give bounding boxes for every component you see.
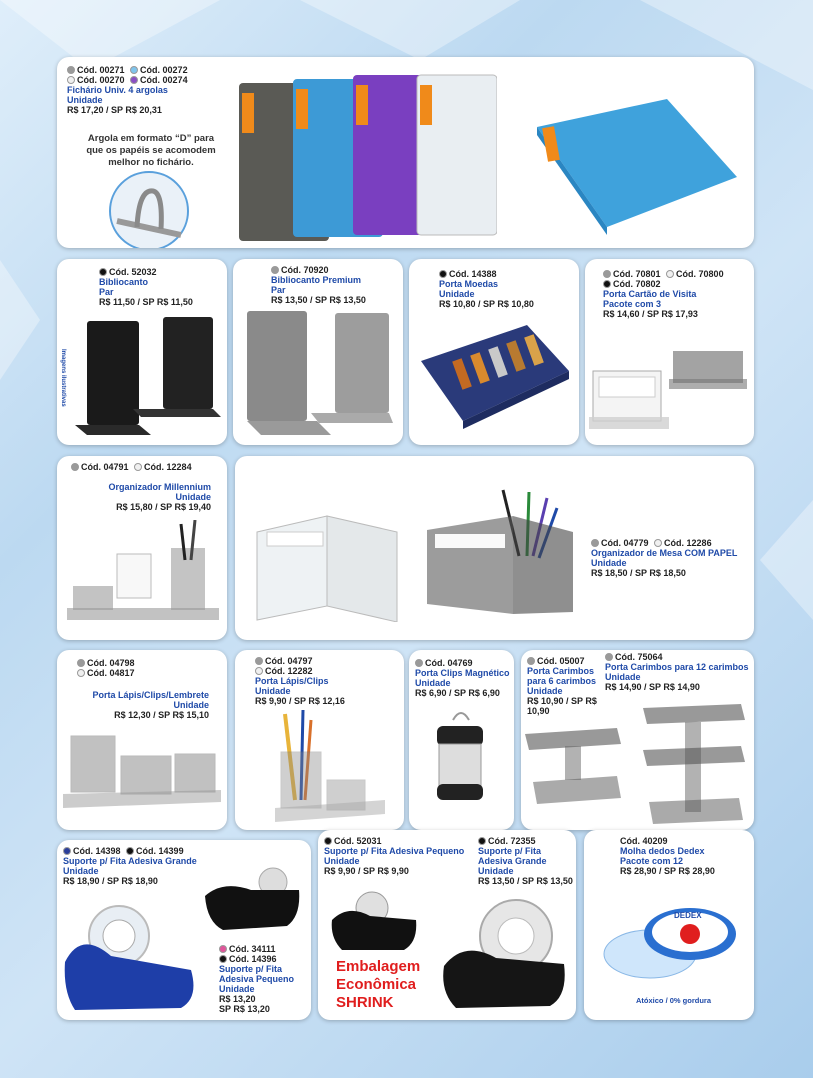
- product-name: Porta Clips Magnético: [415, 668, 510, 678]
- product-name: Porta Lápis/Clips/Lembrete: [92, 690, 209, 700]
- bookend-gray-image: [243, 311, 393, 437]
- product-code: Cód. 34111: [229, 944, 276, 954]
- product-unit: Par: [99, 287, 114, 297]
- millennium-info: [71, 462, 211, 512]
- carimbos-card: [521, 650, 754, 830]
- product-code: Cód. 75064: [615, 652, 663, 662]
- pink-dot-icon: [219, 945, 227, 953]
- product-unit: Unidade: [591, 558, 627, 568]
- product-name: Bibliocanto: [99, 277, 148, 287]
- mesa-card: [235, 456, 754, 640]
- desk-organizer-smoke-image: [423, 486, 583, 616]
- product-code: Cód. 04817: [87, 668, 135, 678]
- code-row: [63, 846, 233, 856]
- product-code: Cód. 72355: [488, 836, 536, 846]
- code-row: [99, 267, 224, 277]
- product-name: Organizador de Mesa COM PAPEL: [591, 548, 738, 558]
- black-dot-icon: [126, 847, 134, 855]
- code-row: [255, 666, 400, 676]
- product-code: Cód. 12286: [664, 538, 712, 548]
- product-price: R$ 11,50 / SP R$ 11,50: [99, 297, 193, 307]
- product-price: R$ 6,90 / SP R$ 6,90: [415, 688, 500, 698]
- product-unit: Unidade: [255, 686, 291, 696]
- code-row: [527, 656, 607, 666]
- product-code: Cód. 70920: [281, 265, 329, 275]
- lembrete-card: [57, 650, 227, 830]
- product-name: Suporte p/ Fita Adesiva Grande: [478, 846, 547, 866]
- tape-dispenser-black-image: [203, 866, 303, 936]
- porta-moedas-info: [439, 269, 574, 309]
- product-price: R$ 14,90 / SP R$ 14,90: [605, 682, 700, 692]
- product-code: Cód. 70802: [613, 279, 661, 289]
- binder-open-image: [527, 97, 747, 237]
- product-price: R$ 13,50 / SP R$ 13,50: [478, 876, 573, 886]
- product-code: Cód. 70800: [676, 269, 724, 279]
- product-code: Cód. 00271: [77, 65, 125, 75]
- code-row: [255, 656, 400, 666]
- navy-dot-icon: [63, 847, 71, 855]
- code-row: [219, 954, 309, 964]
- shrink-promo: Embalagem Econômica SHRINK: [336, 958, 421, 1011]
- gray-dot-icon: [255, 657, 263, 665]
- product-code: Cód. 04769: [425, 658, 473, 668]
- porta-moedas-card: [409, 259, 579, 445]
- tape-dispenser-small-image: [330, 884, 420, 954]
- product-name: Suporte p/ Fita Adesiva Pequeno: [324, 846, 465, 856]
- product-code: Cód. 04791: [81, 462, 129, 472]
- product-unit: Unidade: [527, 686, 563, 696]
- product-unit: Pacote com 12: [620, 856, 684, 866]
- tape-dispenser-blue-image: [61, 900, 201, 1012]
- stamp-holder-image: [525, 702, 751, 826]
- fita-pequeno-info: [219, 944, 309, 1014]
- gray-dot-icon: [67, 66, 75, 74]
- product-code: Cód. 14388: [449, 269, 497, 279]
- desk-organizer-clear-image: [253, 512, 403, 622]
- white-dot-icon: [77, 669, 85, 677]
- product-code: Cód. 04797: [265, 656, 313, 666]
- product-code: Cód. 05007: [537, 656, 585, 666]
- product-code: Cód. 00272: [140, 65, 188, 75]
- white-dot-icon: [255, 667, 263, 675]
- fita-grande2-info: [478, 836, 574, 886]
- black-dot-icon: [603, 280, 611, 288]
- product-code: Cód. 00274: [140, 75, 188, 85]
- fichario-note: Argola em formato “D” para que os papéis se acomodem melhor no fichário.: [86, 133, 216, 168]
- product-code: Cód. 14398: [73, 846, 121, 856]
- product-price: R$ 9,90 / SP R$ 12,16: [255, 696, 345, 706]
- porta-cartao-info: [603, 269, 753, 319]
- dedex-info: [620, 836, 754, 876]
- dedex-note: Atóxico / 0% gordura: [636, 996, 712, 1005]
- product-name: Porta Carimbos para 12 carimbos: [605, 662, 749, 672]
- product-code: Cód. 14399: [136, 846, 184, 856]
- product-unit: Unidade: [175, 492, 211, 502]
- product-name: Molha dedos Dedex: [620, 846, 705, 856]
- bibliocanto-premium-info: [271, 265, 401, 305]
- code-row: [271, 265, 401, 275]
- product-price: R$ 9,90 / SP R$ 9,90: [324, 866, 409, 876]
- gray-dot-icon: [603, 270, 611, 278]
- product-code: Cód. 00270: [77, 75, 125, 85]
- product-price: R$ 18,50 / SP R$ 18,50: [591, 568, 686, 578]
- fichario-code-row: [67, 75, 227, 85]
- gray-dot-icon: [527, 657, 535, 665]
- lembrete-info: [61, 690, 209, 720]
- product-price: R$ 17,20 / SP R$ 20,31: [67, 105, 162, 115]
- product-code: Cód. 04798: [87, 658, 135, 668]
- product-name: Porta Carimbos para 6 carimbos: [527, 666, 597, 686]
- product-price: R$ 18,90 / SP R$ 18,90: [63, 876, 158, 886]
- product-unit: Unidade: [219, 984, 255, 994]
- product-name: Porta Moedas: [439, 279, 499, 289]
- code-row: [415, 658, 513, 668]
- bookend-black-image: [71, 317, 221, 437]
- product-code: Cód. 12284: [144, 462, 192, 472]
- card-holder-image: [589, 327, 749, 437]
- mesa-info: [591, 538, 751, 578]
- code-row: [77, 668, 217, 678]
- product-unit: Pacote com 3: [603, 299, 662, 309]
- product-name: Fichário Univ. 4 argolas: [67, 85, 168, 95]
- dedex-brand-label: DEDEX: [674, 911, 702, 920]
- fichario-card: [57, 57, 754, 248]
- product-unit: Unidade: [605, 672, 641, 682]
- pencil-clip-holder-image: [63, 730, 223, 820]
- product-price: R$ 10,80 / SP R$ 10,80: [439, 299, 534, 309]
- fita-grande-card: [57, 840, 311, 1020]
- fita-shrink-card: [318, 830, 576, 1020]
- porta-cartao-card: [585, 259, 754, 445]
- product-name: Porta Lápis/Clips: [255, 676, 329, 686]
- product-code: Cód. 52032: [109, 267, 157, 277]
- product-unit: Unidade: [324, 856, 360, 866]
- product-price: R$ 13,20: [219, 994, 256, 1004]
- product-name: Suporte p/ Fita Adesiva Pequeno: [219, 964, 295, 984]
- bibliocanto-card: [57, 259, 227, 445]
- white-dot-icon: [666, 270, 674, 278]
- bibliocanto-info: [99, 267, 224, 307]
- product-code: Cód. 04779: [601, 538, 649, 548]
- code-row: [603, 269, 753, 279]
- product-code: Cód. 14396: [229, 954, 277, 964]
- gray-dot-icon: [271, 266, 279, 274]
- lembrete-codes: [77, 658, 217, 678]
- code-row: [439, 269, 574, 279]
- code-row: [77, 658, 217, 668]
- product-name: Suporte p/ Fita Adesiva Grande: [63, 856, 197, 866]
- magnetic-clip-holder-image: [431, 710, 491, 810]
- lapis-info: [255, 656, 400, 706]
- product-price: R$ 12,30 / SP R$ 15,10: [114, 710, 209, 720]
- product-price: R$ 14,60 / SP R$ 17,93: [603, 309, 698, 319]
- lapis-card: [235, 650, 404, 830]
- illustrative-note: Imagens ilustrativas: [60, 349, 66, 407]
- black-dot-icon: [324, 837, 332, 845]
- white-dot-icon: [654, 539, 662, 547]
- product-price: R$ 28,90 / SP R$ 28,90: [620, 866, 715, 876]
- gray-dot-icon: [415, 659, 423, 667]
- tape-dispenser-large-image: [440, 892, 570, 1012]
- product-unit: Unidade: [173, 700, 209, 710]
- black-dot-icon: [219, 955, 227, 963]
- black-dot-icon: [478, 837, 486, 845]
- fichario-info: [67, 65, 227, 115]
- product-code: Cód. 40209: [620, 836, 668, 846]
- coin-tray-image: [417, 321, 573, 431]
- product-code: Cód. 70801: [613, 269, 661, 279]
- product-unit: Par: [271, 285, 286, 295]
- millennium-organizer-image: [63, 520, 223, 630]
- fichario-code-row: [67, 65, 227, 75]
- gray-dot-icon: [605, 653, 613, 661]
- dedex-card: [584, 830, 754, 1020]
- product-code: Cód. 12282: [265, 666, 313, 676]
- gray-dot-icon: [77, 659, 85, 667]
- code-row: [219, 944, 309, 954]
- product-name: Porta Cartão de Visita: [603, 289, 697, 299]
- code-row: [324, 836, 479, 846]
- black-dot-icon: [99, 268, 107, 276]
- product-code: Cód. 52031: [334, 836, 382, 846]
- code-row: [591, 538, 751, 548]
- product-unit: Unidade: [67, 95, 103, 105]
- carimbos12-info: [605, 652, 753, 692]
- code-row: [605, 652, 753, 662]
- product-unit: Unidade: [415, 678, 451, 688]
- pencil-holder-image: [255, 710, 395, 830]
- code-row: [603, 279, 753, 289]
- bibliocanto-premium-card: [233, 259, 403, 445]
- black-dot-icon: [439, 270, 447, 278]
- product-unit: Unidade: [439, 289, 475, 299]
- clips-card: [409, 650, 514, 830]
- lightblue-dot-icon: [130, 66, 138, 74]
- dedex-jar-image: [600, 904, 740, 984]
- product-price: R$ 10,90 / SP R$ 10,90: [527, 696, 597, 716]
- gray-dot-icon: [591, 539, 599, 547]
- binders-image: [237, 65, 497, 245]
- purple-dot-icon: [130, 76, 138, 84]
- product-price: SP R$ 13,20: [219, 1004, 270, 1014]
- code-row: [620, 836, 754, 846]
- gray-dot-icon: [71, 463, 79, 471]
- white-dot-icon: [134, 463, 142, 471]
- product-price: R$ 13,50 / SP R$ 13,50: [271, 295, 366, 305]
- white-dot-icon: [67, 76, 75, 84]
- clips-info: [415, 658, 513, 698]
- ring-detail-image: [107, 169, 191, 248]
- product-unit: Unidade: [478, 866, 514, 876]
- code-row: [478, 836, 574, 846]
- code-row: [71, 462, 211, 472]
- product-price: R$ 15,80 / SP R$ 19,40: [116, 502, 211, 512]
- fita-pequeno2-info: [324, 836, 479, 876]
- millennium-card: [57, 456, 227, 640]
- product-unit: Unidade: [63, 866, 99, 876]
- product-name: Bibliocanto Premium: [271, 275, 362, 285]
- product-name: Organizador Millennium: [108, 482, 211, 492]
